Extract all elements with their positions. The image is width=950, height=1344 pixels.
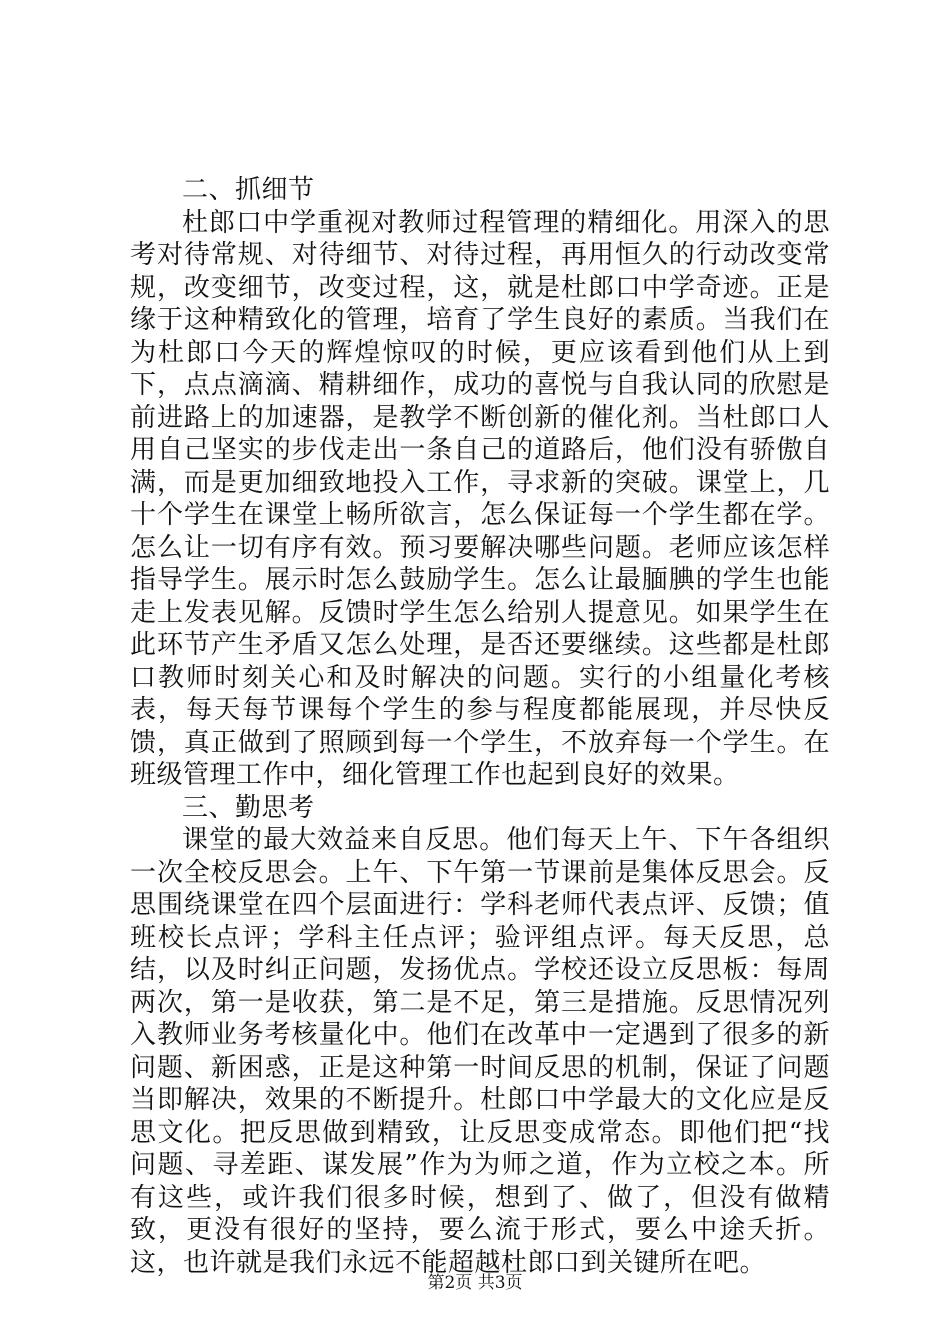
section-heading: 二、抓细节 [182, 175, 315, 205]
document-body [130, 174, 830, 1279]
section-paragraph: 课堂的最大效益来自反思。他们每天上午、下午各组织一次全校反思会。上午、下午第一节课前是集体反思会。反思围绕课堂在四个层面进行：学科老师代表点评、反馈；值班校长点评；学科主任点评；验评组点评。每天反思，总结，以及时纠正问题，发扬优点。学校还设立反思板：每周两次，第一是收获，第二是不足，第三是措施。反思情况列入教师业务考核量化中。他们在改革中一定遇到了很多的新问题、新困惑，正是这种第一时间反思的机制，保证了问题当即解决，效果的不断提升。杜郎口中学最大的文化应是反思文化。把反思做到精致，让反思变成常态。即他们把“找问题、寻差距、谋发展”作为为师之道，作为立校之本。所有这些，或许我们很多时候，想到了、做了，但没有做精致，更没有很好的坚持，要么流于形式，要么中途夭折。这，也许就是我们永远不能超越杜郎口到关键所在吧。 [130, 825, 830, 1278]
section-paragraph: 杜郎口中学重视对教师过程管理的精细化。用深入的思考对待常规、对待细节、对待过程，再用恒久的行动改变常规，改变细节，改变过程，这，就是杜郎口中学奇迹。正是缘于这种精致化的管理，培育了学生良好的素质。当我们在为杜郎口今天的辉煌惊叹的时候，更应该看到他们从上到下，点点滴滴、精耕细作，成功的喜悦与自我认同的欣慰是前进路上的加速器，是教学不断创新的催化剂。当杜郎口人用自己坚实的步伐走出一条自己的道路后，他们没有骄傲自满，而是更加细致地投入工作，寻求新的突破。课堂上，几十个学生在课堂上畅所欲言，怎么保证每一个学生都在学。怎么让一切有序有效。预习要解决哪些问题。老师应该怎样指导学生。展示时怎么鼓励学生。怎么让最腼腆的学生也能走上发表见解。反馈时学生怎么给别人提意见。如果学生在此环节产生矛盾又怎么处理，是否还要继续。这些都是杜郎口教师时刻关心和及时解决的问题。实行的小组量化考核表，每天每节课每个学生的参与程度都能展现，并尽快反馈，真正做到了照顾到每一个学生，不放弃每一个学生。在班级管理工作中，细化管理工作也起到良好的效果。 [130, 207, 830, 790]
page-footer: 第2页 共3页 [427, 1273, 523, 1293]
section-heading: 三、勤思考 [182, 792, 315, 823]
